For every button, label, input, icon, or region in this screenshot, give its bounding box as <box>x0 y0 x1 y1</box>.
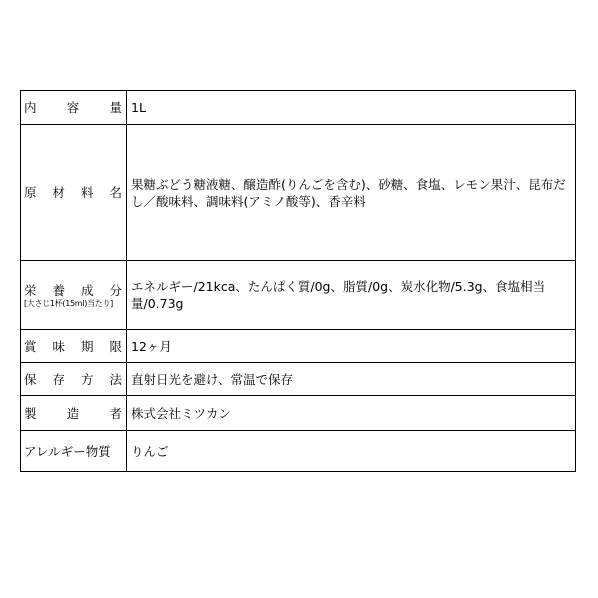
value-storage: 直射日光を避け、常温で保存 <box>127 363 576 396</box>
label-storage <box>21 363 127 396</box>
label-char: 原 <box>24 185 37 200</box>
label-char: 量 <box>109 100 122 115</box>
value-allergens: りんご <box>127 431 576 472</box>
label-char: 存 <box>52 371 65 387</box>
label-char: 製 <box>24 405 37 421</box>
value-ingredients: 果糖ぶどう糖液糖、醸造酢(りんごを含む)、砂糖、食塩、レモン果汁、昆布だし／酸味料、調味料(アミノ酸等)、香辛料 <box>127 125 576 261</box>
label-best-before <box>21 330 127 363</box>
label-char: 方 <box>80 371 94 387</box>
label-char: 限 <box>109 338 122 354</box>
label-char: 賞 <box>24 338 37 354</box>
label-ingredients <box>21 125 127 261</box>
label-char: 成 <box>80 282 94 298</box>
value-best-before: 12ヶ月 <box>127 330 576 363</box>
label-char: 内 <box>24 100 37 115</box>
label-char: 期 <box>80 338 94 354</box>
label-manufacturer <box>21 396 127 431</box>
label-nutrition <box>21 261 127 330</box>
label-allergens: アレルギー物質 <box>21 431 127 472</box>
label-char: 味 <box>52 338 65 354</box>
table-row-allergens <box>21 431 576 472</box>
label-char: 名 <box>109 185 122 200</box>
value-nutrition: エネルギー/21kca、たんぱく質/0g、脂質/0g、炭水化物/5.3g、食塩相当量/0.73g <box>127 261 576 330</box>
value-content: 1L <box>127 91 576 125</box>
table-row-manufacturer <box>21 396 576 431</box>
value-manufacturer: 株式会社ミツカン <box>127 396 576 431</box>
label-char: 者 <box>109 405 122 421</box>
label-char: 保 <box>24 371 37 387</box>
table-row-nutrition <box>21 261 576 330</box>
label-char: 養 <box>52 282 65 298</box>
label-char: 分 <box>109 282 122 298</box>
label-char: 料 <box>80 185 94 200</box>
serving-size-note: [大さじ1杯(15ml)当たり] <box>24 298 113 308</box>
table-row-ingredients <box>21 125 576 261</box>
label-char: 材 <box>52 185 65 200</box>
label-char: 容 <box>66 100 80 115</box>
label-char: 法 <box>109 371 122 387</box>
label-char: 栄 <box>24 282 37 298</box>
table-row-best-before <box>21 330 576 363</box>
label-content <box>21 91 127 125</box>
product-info-table <box>20 90 576 472</box>
table-row-content <box>21 91 576 125</box>
table-row-storage <box>21 363 576 396</box>
label-char: 造 <box>66 405 80 421</box>
